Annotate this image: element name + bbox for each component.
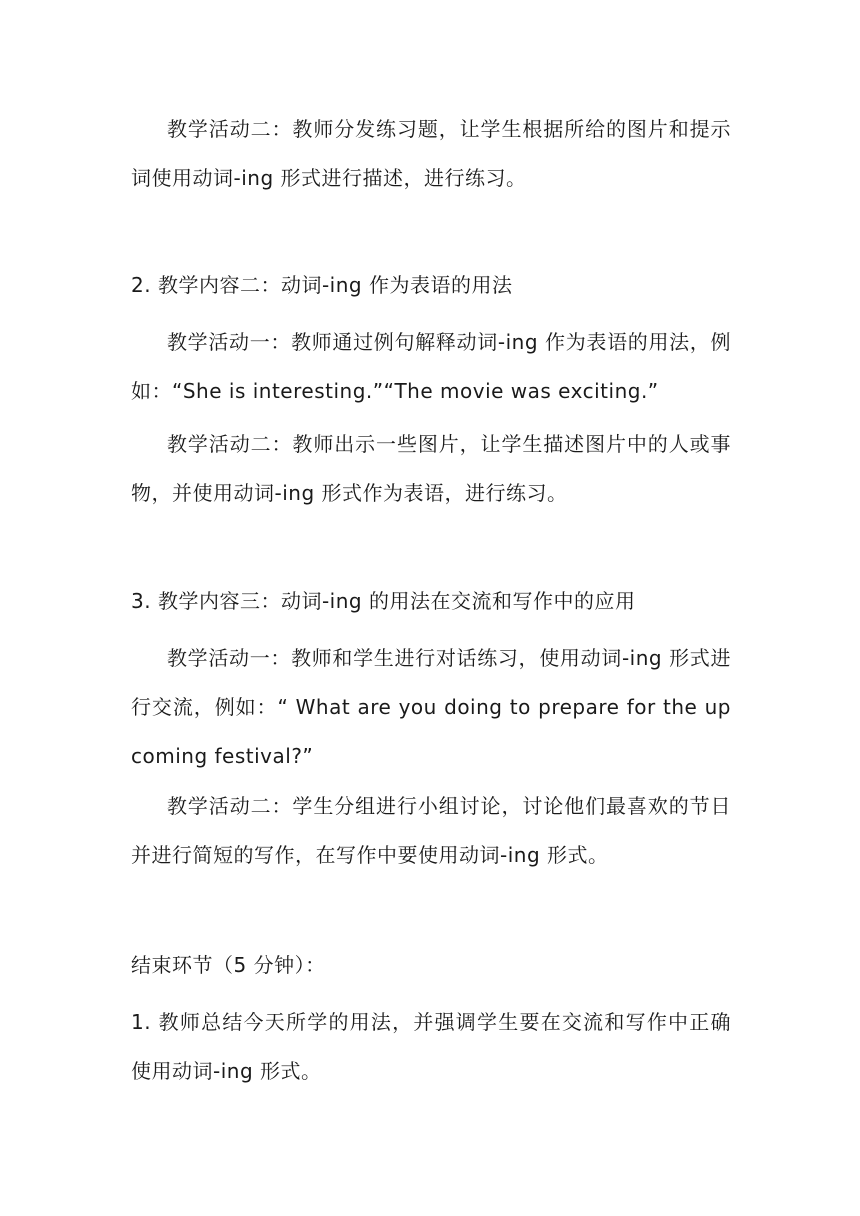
paragraph-closing-summary: 1. 教师总结今天所学的用法，并强调学生要在交流和写作中正确使用动词-ing 形式。 (131, 1010, 731, 1083)
paragraph-activity-2-discussion: 教学活动二：学生分组进行小组讨论，讨论他们最喜欢的节日并进行简短的写作，在写作中要使用动词-ing 形式。 (131, 794, 731, 867)
paragraph-activity-1-dialogue: 教学活动一：教师和学生进行对话练习，使用动词-ing 形式进行交流，例如：“ What are you doing to prepare for the upcoming festival?” (131, 646, 731, 768)
paragraph-activity-2-pictures: 教学活动二：教师出示一些图片，让学生描述图片中的人或事物，并使用动词-ing 形式作为表语，进行练习。 (131, 432, 731, 505)
section-heading-closing: 结束环节（5 分钟）： (131, 953, 326, 977)
section-heading-content-3: 3. 教学内容三：动词-ing 的用法在交流和写作中的应用 (131, 589, 636, 613)
paragraph-activity-1-predicative: 教学活动一：教师通过例句解释动词-ing 作为表语的用法，例如：“She is interesting.”“The movie was exciting.” (131, 330, 731, 403)
section-heading-content-2: 2. 教学内容二：动词-ing 作为表语的用法 (131, 273, 513, 297)
paragraph-activity-2-practice: 教学活动二：教师分发练习题，让学生根据所给的图片和提示词使用动词-ing 形式进行描述，进行练习。 (131, 117, 731, 190)
